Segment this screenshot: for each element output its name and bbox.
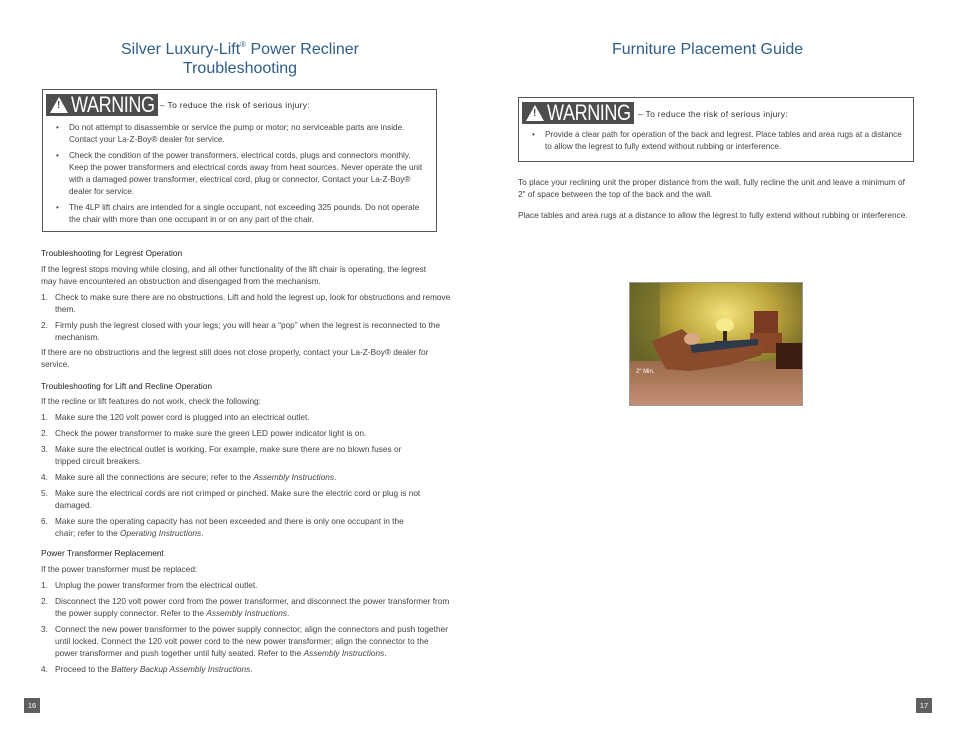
title-text-rest: Power Recliner — [246, 41, 359, 58]
lift-step-1: Make sure the 120 volt power cord is plugged into an electrical outlet. — [55, 412, 310, 422]
lift-step-4: Make sure all the connections are secure; refer to the — [55, 472, 254, 482]
assembly-instructions-ref: Assembly Instructions — [206, 608, 287, 618]
transformer-step-2: Disconnect the 120 volt power cord from the power transformer, and disconnect the power transformer from the power supply connector. Refer to the — [55, 596, 450, 618]
list-item: 2. Disconnect the 120 volt power cord from the power transformer, and disconnect the power transformer from the power supply connector. Refer to the Assembly Instructions. — [41, 596, 450, 618]
assembly-instructions-ref: Assembly Instructions — [253, 472, 335, 482]
lift-heading: Troubleshooting for Lift and Recline Operation — [41, 381, 213, 391]
lift-step-6: Make sure the operating capacity has not been exceeded and there is only one occupant in the chair; refer to the — [55, 516, 404, 538]
lift-steps — [41, 411, 421, 543]
recliner-photo-illustration — [630, 283, 802, 405]
warning-list-right — [530, 129, 906, 157]
warning-word: WARNING — [547, 100, 631, 125]
lift-intro: If the recline or lift features do not work, check the following: — [41, 396, 261, 406]
legrest-step-2: Firmly push the legrest closed with your legs; you will hear a “pop” when the legrest is reconnected to the mechanism. — [55, 320, 441, 342]
warning-item: • The 4LP lift chairs are intended for a single occupant, not exceeding 325 pounds. Do not operate the chair with more than one occupant in or on any part of the chair. — [54, 202, 426, 226]
transformer-step-4: Proceed to the — [55, 664, 112, 674]
warning-subtitle: – To reduce the risk of serious injury: — [638, 109, 788, 119]
warning-item: • Provide a clear path for operation of the back and legrest. Place tables and area rugs at a distance to allow the legrest to fully extend without rubbing or interference. — [530, 129, 906, 153]
transformer-step-1: Unplug the power transformer from the electrical outlet. — [55, 580, 258, 590]
right-page — [477, 0, 954, 738]
legrest-heading: Troubleshooting for Legrest Operation — [41, 248, 183, 258]
warning-triangle-icon: ! — [526, 105, 544, 121]
list-item: 5. Make sure the electrical cords are not crimped or pinched. Make sure the electric cord or plug is not damaged. — [41, 488, 421, 510]
lift-step-3: Make sure the electrical outlet is working. For example, make sure there are no blown fuses or tripped circuit breakers. — [55, 444, 402, 466]
lift-step-2: Check the power transformer to make sure the green LED power indicator light is on. — [55, 428, 367, 438]
warning-badge — [46, 94, 158, 116]
assembly-instructions-ref: Assembly Instructions — [303, 648, 385, 658]
list-item: 3. Connect the new power transformer to the power supply connector; align the connectors and push together until locked. Connect the 120 volt power cord to the new power transformer; align the connector to the power transformer and push together until fully seated. Refer to the Assembly Instructions. — [41, 624, 448, 658]
warning-badge — [522, 102, 634, 124]
left-page-title — [60, 40, 420, 78]
list-item: 6. Make sure the operating capacity has not been exceeded and there is only one occupant in the chair; refer to the Operating Instructions. — [41, 516, 404, 538]
list-item: 2. Firmly push the legrest closed with your legs; you will hear a “pop” when the legrest is reconnected to the mechanism. — [41, 320, 441, 342]
transformer-heading: Power Transformer Replacement — [41, 548, 164, 558]
list-item: 1. Make sure the 120 volt power cord is plugged into an electrical outlet. — [41, 412, 310, 422]
placement-para-1: To place your reclining unit the proper distance from the wall, fully recline the unit and leave a minimum of 2" of space between the top of the back and the wall. — [518, 177, 905, 199]
warning-triangle-icon: ! — [50, 97, 68, 113]
title-text: Silver Luxury-Lift — [121, 41, 241, 58]
placement-para-2: Place tables and area rugs at a distance to allow the legrest to fully extend without rubbing or interference. — [518, 210, 908, 220]
recliner-photo — [629, 282, 803, 406]
page-number-left: 16 — [24, 698, 40, 713]
page-number-right: 17 — [916, 698, 932, 713]
legrest-step-1: Check to make sure there are no obstructions. Lift and hold the legrest up, look for obstructions and remove them. — [55, 292, 451, 314]
legrest-intro: If the legrest stops moving while closing, and all other functionality of the lift chair is operating, the legrest may have encountered an obstruction and disengaged from the mechanism. — [41, 264, 427, 286]
photo-label: 2" Min. — [636, 369, 655, 375]
warning-item: • Do not attempt to disassemble or service the pump or motor; no serviceable parts are inside. Contact your La-Z-Boy® dealer for service. — [54, 122, 426, 146]
warning-subtitle: – To reduce the risk of serious injury: — [160, 100, 310, 110]
list-item: 2. Check the power transformer to make sure the green LED power indicator light is on. — [41, 428, 367, 438]
warning-box-right — [518, 97, 914, 162]
warning-word: WARNING — [71, 92, 155, 117]
title-text-line2: Troubleshooting — [182, 60, 298, 77]
battery-backup-ref: Battery Backup Assembly Instructions — [111, 664, 251, 674]
transformer-steps — [41, 579, 451, 679]
list-item: 1. Check to make sure there are no obstructions. Lift and hold the legrest up, look for obstructions and remove them. — [41, 292, 451, 314]
warning-box-left — [42, 89, 437, 232]
legrest-steps — [41, 291, 451, 347]
transformer-intro: If the power transformer must be replaced: — [41, 564, 198, 574]
registered-mark: ® — [240, 40, 247, 49]
legrest-outro: If there are no obstructions and the legrest still does not close properly, contact your La-Z-Boy® dealer for service. — [41, 347, 429, 369]
lift-step-5: Make sure the electrical cords are not crimped or pinched. Make sure the electric cord or plug is not damaged. — [55, 488, 421, 510]
right-page-title: Furniture Placement Guide — [612, 41, 804, 58]
list-item: 3. Make sure the electrical outlet is working. For example, make sure there are no blown fuses or tripped circuit breakers. — [41, 444, 402, 466]
warning-list-left — [54, 122, 426, 230]
transformer-step-3: Connect the new power transformer to the power supply connector; align the connectors and push together until locked. Connect the 120 volt power cord to the new power transformer; align the connector to the power transformer and push together until fully seated. Refer to the — [55, 624, 448, 658]
list-item: 4. Make sure all the connections are secure; refer to the Assembly Instructions. — [41, 472, 337, 482]
list-item: 1. Unplug the power transformer from the electrical outlet. — [41, 580, 258, 590]
operating-instructions-ref: Operating Instructions — [120, 528, 202, 538]
list-item: 4. Proceed to the Battery Backup Assembly Instructions. — [41, 664, 253, 674]
warning-item: • Check the condition of the power transformers, electrical cords, plugs and connectors monthly. Keep the power transformers and electrical cords away from heat sources. Never operate the unit with a damaged power transformer, electrical cord, plug or connector. Contact your La-Z-Boy® dealer for service. — [54, 150, 426, 198]
